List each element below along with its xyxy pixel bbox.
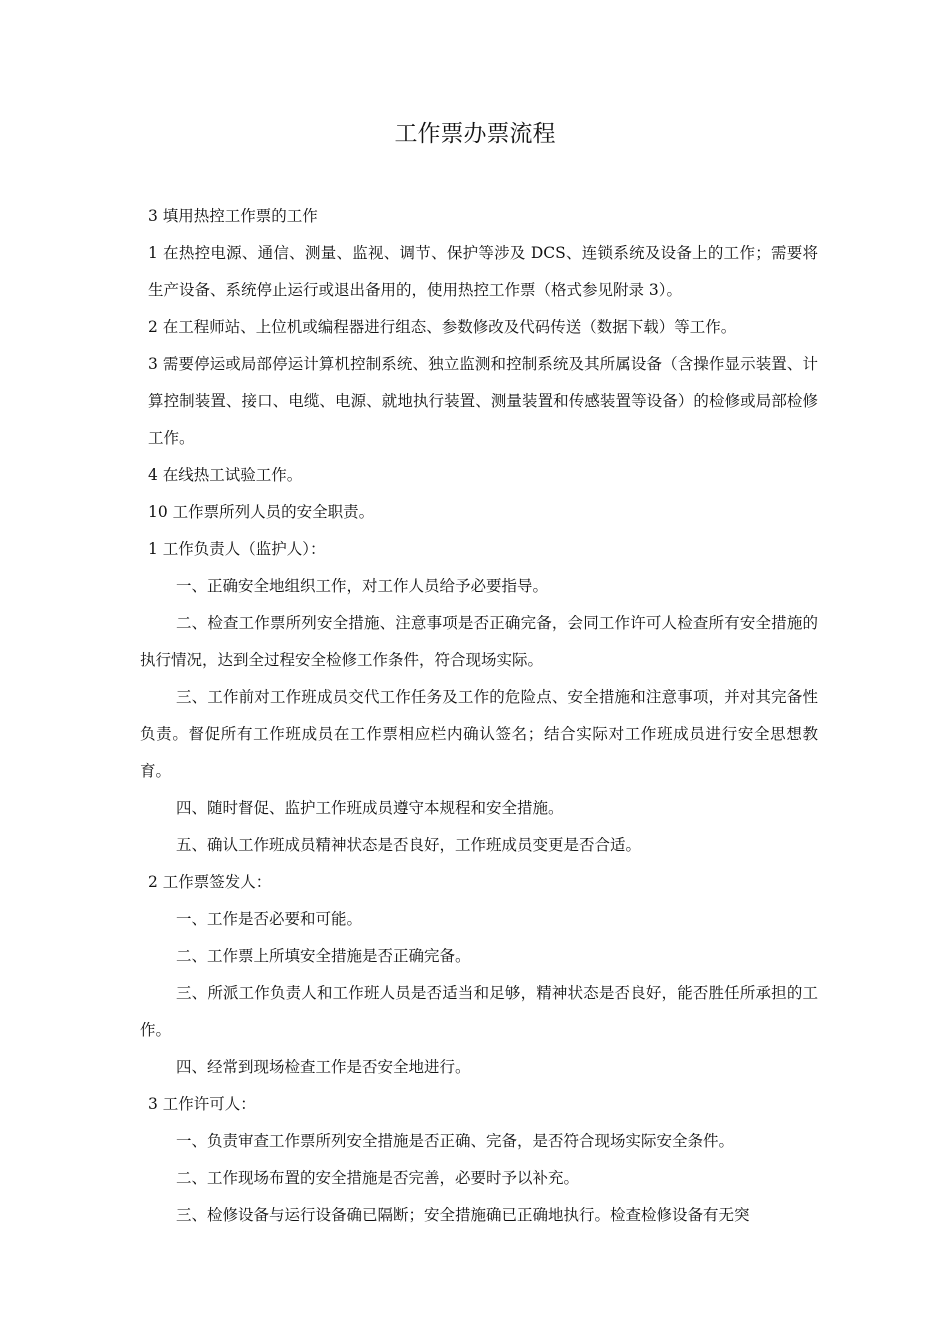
- paragraph: 2 工作票签发人：: [148, 873, 272, 891]
- paragraph: 四、随时督促、监护工作班成员遵守本规程和安全措施。: [176, 799, 564, 817]
- paragraph: 一、正确安全地组织工作，对工作人员给予必要指导。: [176, 577, 549, 595]
- paragraph: 二、工作现场布置的安全措施是否完善，必要时予以补充。: [176, 1169, 580, 1187]
- paragraph: 3 需要停运或局部停运计算机控制系统、独立监测和控制系统及其所属设备（含操作显示装置、计算控制装置、接口、电缆、电源、就地执行装置、测量装置和传感装置等设备）的检修或局部检修工作。: [148, 355, 818, 447]
- paragraph: 三、所派工作负责人和工作班人员是否适当和足够，精神状态是否良好，能否胜任所承担的工作。: [140, 984, 818, 1039]
- paragraph: 3 工作许可人：: [148, 1095, 256, 1113]
- paragraph: 四、经常到现场检查工作是否安全地进行。: [176, 1058, 471, 1076]
- paragraph: 五、确认工作班成员精神状态是否良好，工作班成员变更是否合适。: [176, 836, 642, 854]
- paragraph: 3 填用热控工作票的工作: [148, 207, 318, 225]
- paragraph: 1 工作负责人（监护人）：: [148, 540, 326, 558]
- paragraph: 2 在工程师站、上位机或编程器进行组态、参数修改及代码传送（数据下载）等工作。: [148, 318, 737, 336]
- paragraph: 二、工作票上所填安全措施是否正确完备。: [176, 947, 471, 965]
- paragraph: 1 在热控电源、通信、测量、监视、调节、保护等涉及 DCS、连锁系统及设备上的工作；需要将生产设备、系统停止运行或退出备用的，使用热控工作票（格式参见附录 3）。: [148, 244, 818, 299]
- paragraph: 二、检查工作票所列安全措施、注意事项是否正确完备，会同工作许可人检查所有安全措施的执行情况，达到全过程安全检修工作条件，符合现场实际。: [140, 614, 818, 669]
- document-body: [140, 198, 818, 1234]
- paragraph: 4 在线热工试验工作。: [148, 466, 303, 484]
- document-title: 工作票办票流程: [394, 121, 556, 147]
- paragraph: 一、工作是否必要和可能。: [176, 910, 363, 928]
- paragraph: 一、负责审查工作票所列安全措施是否正确、完备，是否符合现场实际安全条件。: [176, 1132, 735, 1150]
- paragraph: 三、检修设备与运行设备确已隔断；安全措施确已正确地执行。检查检修设备有无突: [176, 1206, 750, 1224]
- paragraph: 三、工作前对工作班成员交代工作任务及工作的危险点、安全措施和注意事项，并对其完备性负责。督促所有工作班成员在工作票相应栏内确认签名；结合实际对工作班成员进行安全思想教育。: [140, 688, 818, 780]
- paragraph: 10 工作票所列人员的安全职责。: [148, 503, 375, 521]
